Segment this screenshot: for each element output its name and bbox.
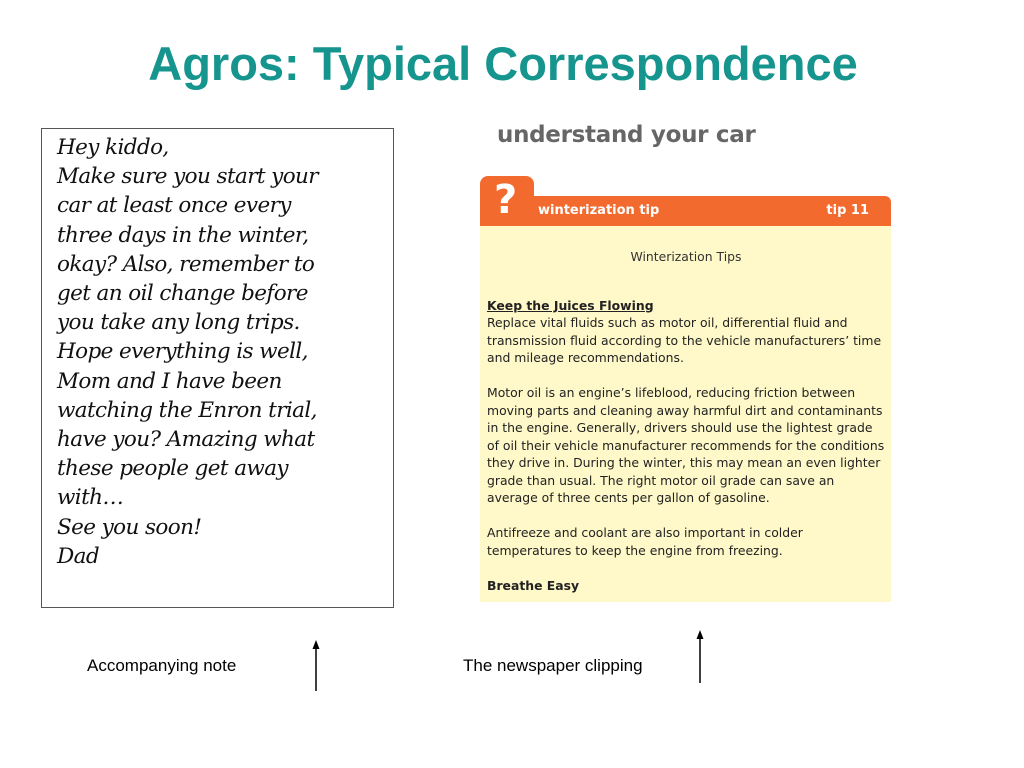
up-arrow-icon <box>694 630 706 684</box>
slide-title: Agros: Typical Correspondence <box>148 37 858 90</box>
handwritten-note <box>41 128 394 608</box>
clipping-caption: The newspaper clipping <box>463 656 643 675</box>
newspaper-clipping <box>480 176 891 602</box>
note-line: these people get away <box>57 456 288 482</box>
note-line: Hey kiddo, <box>57 135 169 160</box>
up-arrow-icon <box>310 640 322 692</box>
section-title: Breathe Easy <box>487 577 580 593</box>
note-line: watching the Enron trial, <box>57 397 317 423</box>
clipping-paragraph: Replace vital fluids such as motor oil, differential fluid and transmission fluid according to the vehicle manufacturers’ time and mileage recommendations. <box>487 315 882 365</box>
note-line: have you? Amazing what <box>57 427 315 453</box>
note-line: three days in the winter, <box>57 222 309 248</box>
note-line: See you soon! <box>57 514 202 540</box>
note-line: with… <box>57 485 124 511</box>
note-line: okay? Also, remember to <box>57 251 315 277</box>
question-mark-icon: ? <box>494 177 518 223</box>
note-line: Dad <box>57 543 100 569</box>
clipping-paragraph: Motor oil is an engine’s lifeblood, reducing friction between moving parts and cleaning away harmful dirt and contaminants in the engine. Generally, drivers should use the lightest grade of oil their vehicle manufacturer recommends for the conditions they drive in. During the winter, this may mean an even lighter grade than usual. The right motor oil grade can save an average of three cents per gallon of gasoline. <box>487 385 885 505</box>
note-caption: Accompanying note <box>87 656 237 675</box>
note-line: Hope everything is well, <box>57 339 308 365</box>
note-line: Make sure you start your <box>57 164 318 190</box>
clipping-body-title: Winterization Tips <box>630 249 742 264</box>
clipping-body <box>480 226 891 602</box>
note-line: you take any long trips. <box>57 310 300 336</box>
tip-number: tip 11 <box>826 203 869 218</box>
note-line: Mom and I have been <box>57 368 282 394</box>
note-line: car at least once every <box>57 193 291 219</box>
tip-label: winterization tip <box>538 203 660 218</box>
clipping-heading: understand your car <box>497 122 756 148</box>
clipping-paragraph: Antifreeze and coolant are also important in colder temperatures to keep the engine from freezing. <box>487 525 803 558</box>
note-line: get an oil change before <box>57 281 308 307</box>
section-title: Keep the Juices Flowing <box>487 297 654 313</box>
